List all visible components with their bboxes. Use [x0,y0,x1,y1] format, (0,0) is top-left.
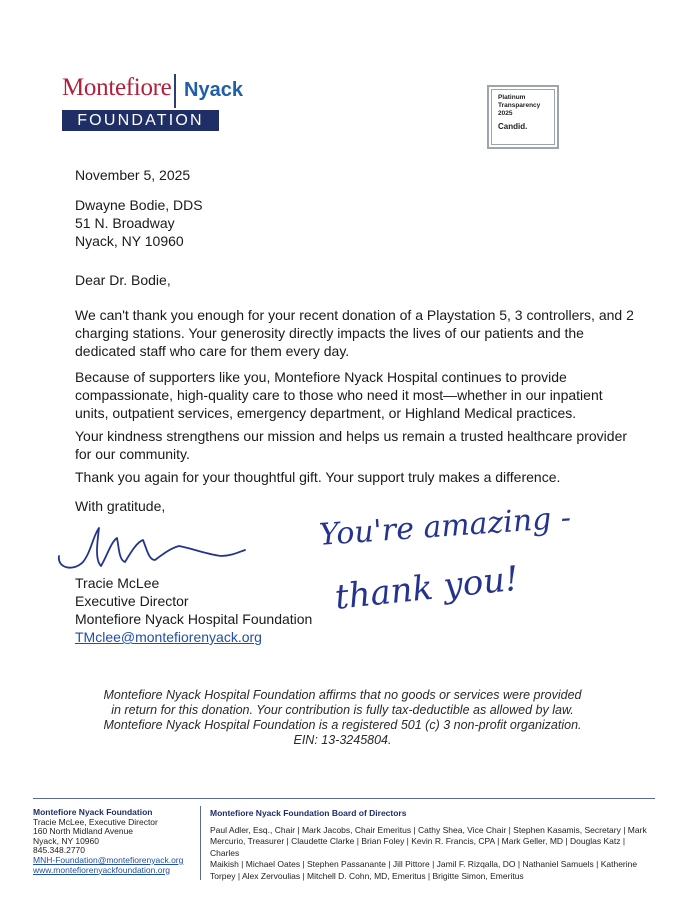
handwritten-note-line-1: You're amazing - [318,500,573,553]
logo-foundation-bar: FOUNDATION [62,110,219,131]
signature [55,516,255,576]
footer-board [210,808,655,883]
footer-director: Tracie McLee, Executive Director [33,816,158,827]
salutation: Dear Dr. Bodie, [75,272,171,288]
board-heading: Montefiore Nyack Foundation Board of Directors [210,808,407,818]
handwritten-note-line-2: thank you! [333,558,521,618]
footer-email-link[interactable]: MNH-Foundation@montefiorenyack.org [33,854,184,865]
signer-org: Montefiore Nyack Hospital Foundation [75,611,313,627]
seal-line-3: 2025 [498,110,513,117]
footer-column-divider [200,806,201,880]
closing: With gratitude, [75,498,166,514]
letter-date: November 5, 2025 [75,167,191,183]
candid-transparency-seal [487,85,559,149]
body-paragraph-1: We can't thank you enough for your recent donation of a Playstation 5, 3 controllers, and 2 charging stations. Your generosity directly impacts the lives of our patients and the dedicated staff who care for them every day. [75,307,634,359]
logo-nyack: Nyack [184,79,243,101]
signer-name: Tracie McLee [75,575,160,591]
recipient-city: Nyack, NY 10960 [75,233,184,249]
seal-line-2: Transparency [498,102,541,109]
footer-city: Nyack, NY 10960 [33,835,99,846]
body-paragraph-3: Your kindness strengthens our mission and helps us remain a trusted healthcare provider for our community. [75,428,628,462]
footer-divider [33,798,655,799]
board-line-1: Paul Adler, Esq., Chair | Mark Jacobs, Chair Emeritus | Cathy Shea, Vice Chair | Stephen Kasamis, Secretary | Mark [210,824,647,835]
footer-phone: 845.348.2770 [33,845,85,856]
footer-website-link[interactable]: www.montefiorenyackfoundation.org [33,864,171,875]
board-line-3: Maikish | Michael Oates | Stephen Passanante | Jill Pittore | Jamil F. Rizqalla, DO | Nathaniel Samuels | Katherine [210,859,638,870]
disclaimer-line-4: EIN: 13-3245804. [293,733,392,747]
signer-title: Executive Director [75,593,189,609]
footer-org-heading: Montefiore Nyack Foundation [33,807,153,817]
footer-contact [33,808,198,875]
disclaimer-line-3: Montefiore Nyack Hospital Foundation is a registered 501 (c) 3 non-profit organization. [103,718,582,732]
body-paragraph-4: Thank you again for your thoughtful gift. Your support truly makes a difference. [75,469,561,485]
board-line-4: Torpey | Alex Zervoulias | Mitchell D. Cohn, MD, Emeritus | Brigitte Simon, Emeritus [210,870,524,881]
disclaimer-line-2: in return for this donation. Your contribution is fully tax-deductible as allowed by law. [111,703,574,717]
logo-montefiore: Montefiore [62,74,172,101]
signer-email-link[interactable]: TMclee@montefiorenyack.org [75,629,262,645]
body-paragraph-2: Because of supporters like you, Montefiore Nyack Hospital continues to provide compassionate, high-quality care to those who need it most—whether in our inpatient units, outpatient services, emergency department, or Highland Medical practices. [75,369,603,421]
footer-street: 160 North Midland Avenue [33,826,134,837]
recipient-name: Dwayne Bodie, DDS [75,197,203,213]
board-line-2: Mercurio, Treasurer | Claudette Clarke | Brian Foley | Kevin R. Francis, CPA | Mark Geller, MD | Douglas Katz | Charles [210,836,626,858]
disclaimer-line-1: Montefiore Nyack Hospital Foundation affirms that no goods or services were provided [103,688,582,702]
seal-brand: Candid. [498,122,528,131]
seal-line-1: Platinum [498,94,526,101]
logo-separator [174,74,176,108]
recipient-street: 51 N. Broadway [75,215,175,231]
